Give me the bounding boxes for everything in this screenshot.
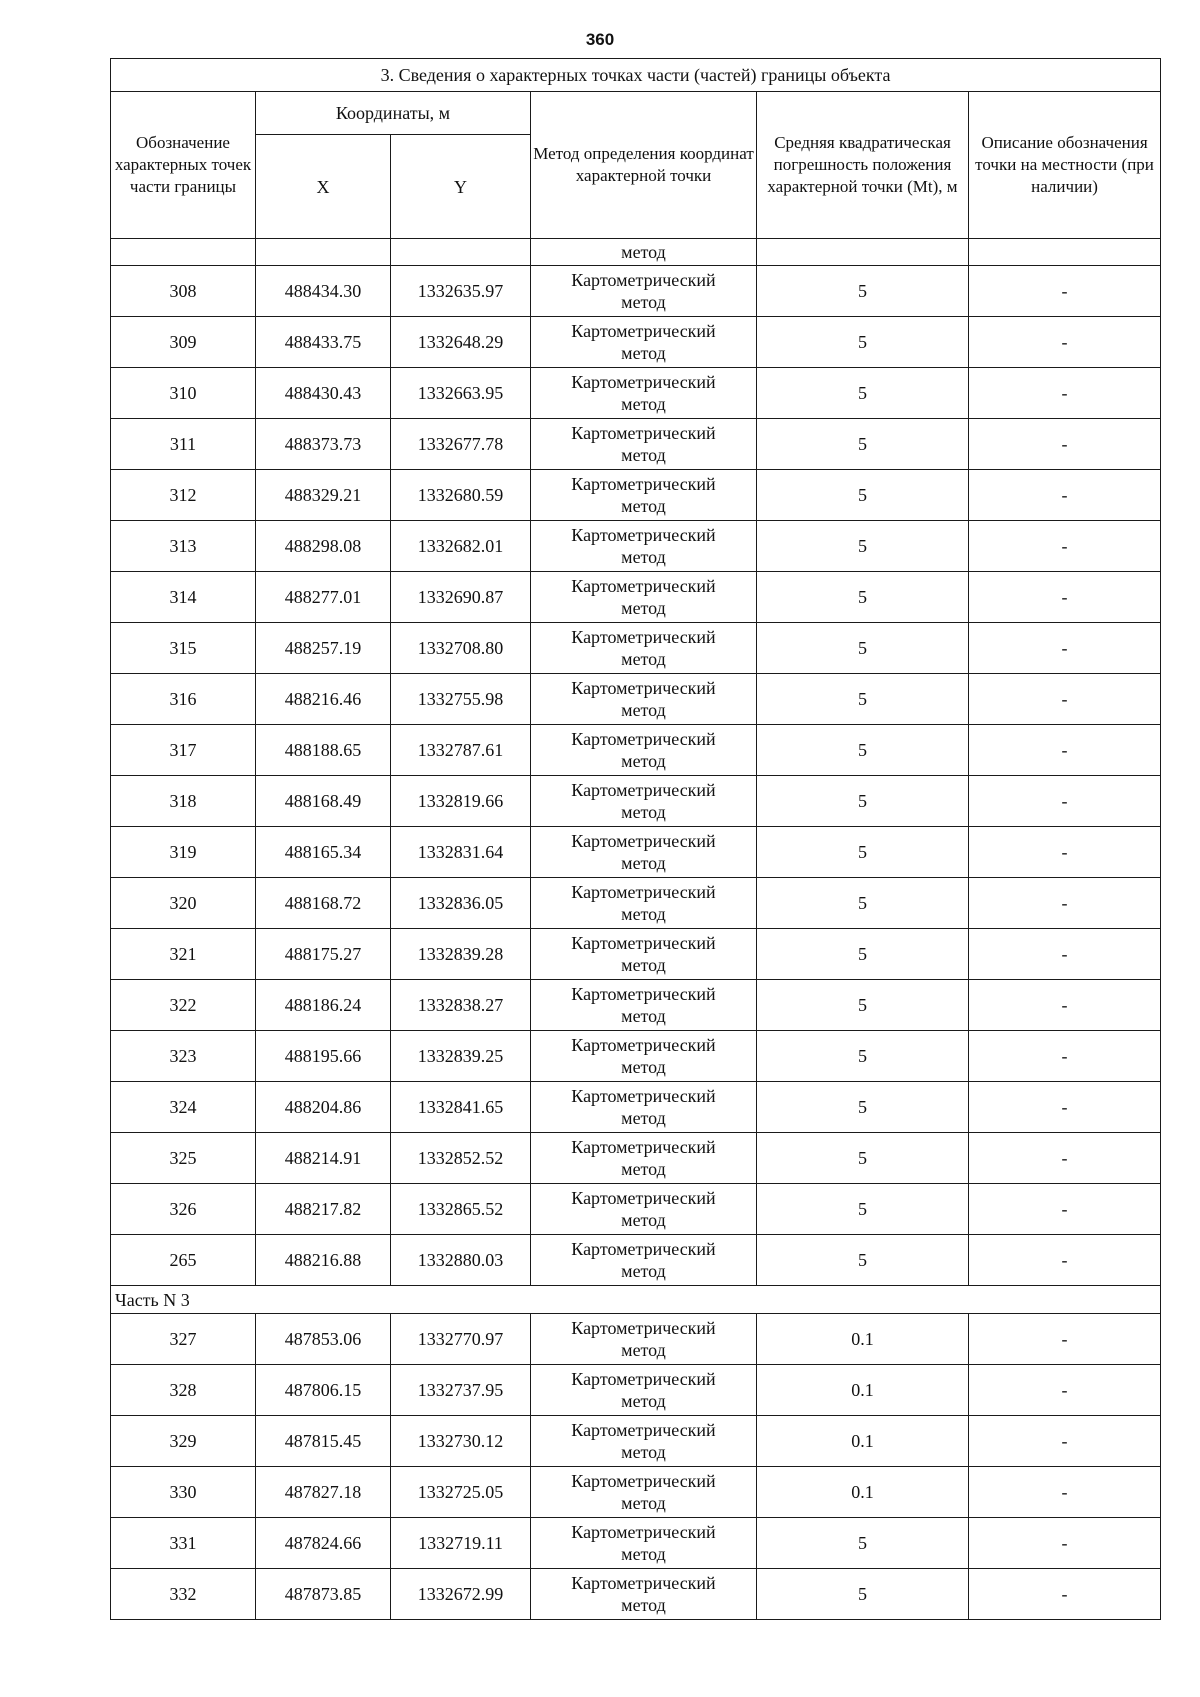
x-coordinate-cell: 488188.65 xyxy=(256,725,391,776)
point-number-cell: 309 xyxy=(111,317,256,368)
method-cell xyxy=(531,419,757,470)
description-cell: - xyxy=(969,1031,1161,1082)
y-coordinate-cell: 1332708.80 xyxy=(391,623,531,674)
description-cell: - xyxy=(969,266,1161,317)
x-coordinate-cell: 487824.66 xyxy=(256,1518,391,1569)
method-cell xyxy=(531,266,757,317)
error-cell: 5 xyxy=(757,1518,969,1569)
header-designation: Обозначение характерных точек части границы xyxy=(111,92,256,239)
method-line-2: метод xyxy=(621,853,666,873)
description-cell: - xyxy=(969,1467,1161,1518)
method-line-1: Картометрический xyxy=(571,933,716,953)
method-cell xyxy=(531,725,757,776)
x-coordinate-cell: 488257.19 xyxy=(256,623,391,674)
method-line-1: Картометрический xyxy=(571,678,716,698)
description-cell: - xyxy=(969,1416,1161,1467)
y-coordinate-cell: 1332690.87 xyxy=(391,572,531,623)
y-coordinate-cell: 1332838.27 xyxy=(391,980,531,1031)
y-coordinate-cell: 1332737.95 xyxy=(391,1365,531,1416)
method-line-2: метод xyxy=(621,1159,666,1179)
method-line-1: Картометрический xyxy=(571,423,716,443)
x-coordinate-cell: 488298.08 xyxy=(256,521,391,572)
method-line-2: метод xyxy=(621,1340,666,1360)
error-cell: 5 xyxy=(757,1031,969,1082)
method-line-2: метод xyxy=(621,649,666,669)
point-number-cell: 323 xyxy=(111,1031,256,1082)
method-line-1: Картометрический xyxy=(571,1573,716,1593)
method-line-1: Картометрический xyxy=(571,729,716,749)
table-row xyxy=(111,317,1161,368)
method-line-1: Картометрический xyxy=(571,321,716,341)
table-row xyxy=(111,1314,1161,1365)
table-row xyxy=(111,776,1161,827)
table-row xyxy=(111,929,1161,980)
method-line-1: Картометрический xyxy=(571,1522,716,1542)
x-coordinate-cell: 487806.15 xyxy=(256,1365,391,1416)
description-cell: - xyxy=(969,1569,1161,1620)
description-cell: - xyxy=(969,1365,1161,1416)
method-cell xyxy=(531,776,757,827)
point-number-cell: 324 xyxy=(111,1082,256,1133)
point-number-cell: 313 xyxy=(111,521,256,572)
y-coordinate-cell: 1332819.66 xyxy=(391,776,531,827)
error-cell: 5 xyxy=(757,368,969,419)
table-row xyxy=(111,623,1161,674)
description-cell: - xyxy=(969,368,1161,419)
table-title: 3. Сведения о характерных точках части (частей) границы объекта xyxy=(111,59,1161,92)
error-cell: 5 xyxy=(757,1082,969,1133)
section-label: Часть N 3 xyxy=(111,1286,1161,1314)
y-coordinate-cell: 1332841.65 xyxy=(391,1082,531,1133)
point-number-cell: 332 xyxy=(111,1569,256,1620)
method-cell xyxy=(531,317,757,368)
method-cell xyxy=(531,470,757,521)
table-row xyxy=(111,1031,1161,1082)
x-coordinate-cell: 488217.82 xyxy=(256,1184,391,1235)
x-coordinate-cell: 488165.34 xyxy=(256,827,391,878)
error-cell: 5 xyxy=(757,1569,969,1620)
x-coordinate-cell: 487827.18 xyxy=(256,1467,391,1518)
error-cell: 5 xyxy=(757,674,969,725)
method-cell xyxy=(531,1314,757,1365)
table-row xyxy=(111,470,1161,521)
table-row xyxy=(111,1518,1161,1569)
boundary-points-table xyxy=(110,58,1161,1620)
method-line-1: Картометрический xyxy=(571,525,716,545)
table-row xyxy=(111,266,1161,317)
method-cell xyxy=(531,521,757,572)
x-coordinate-cell: 487873.85 xyxy=(256,1569,391,1620)
table-row xyxy=(111,725,1161,776)
method-cell xyxy=(531,1569,757,1620)
point-number-cell: 319 xyxy=(111,827,256,878)
method-line-2: метод xyxy=(621,292,666,312)
description-cell: - xyxy=(969,674,1161,725)
table-row xyxy=(111,1133,1161,1184)
method-line-1: Картометрический xyxy=(571,270,716,290)
method-line-2: метод xyxy=(621,394,666,414)
method-line-2: метод xyxy=(621,598,666,618)
table-row xyxy=(111,1082,1161,1133)
point-number-cell: 316 xyxy=(111,674,256,725)
table-row xyxy=(111,980,1161,1031)
header-x: X xyxy=(256,135,391,239)
point-number-cell: 314 xyxy=(111,572,256,623)
point-number-cell: 318 xyxy=(111,776,256,827)
x-coordinate-cell: 488168.72 xyxy=(256,878,391,929)
method-line-2: метод xyxy=(621,1210,666,1230)
table-title-row xyxy=(111,59,1161,92)
method-cell xyxy=(531,623,757,674)
description-cell: - xyxy=(969,980,1161,1031)
method-line-2: метод xyxy=(621,1391,666,1411)
continuation-method-cell: метод xyxy=(531,239,757,266)
y-coordinate-cell: 1332719.11 xyxy=(391,1518,531,1569)
method-line-2: метод xyxy=(621,547,666,567)
error-cell: 5 xyxy=(757,980,969,1031)
method-line-2: метод xyxy=(621,1493,666,1513)
method-line-1: Картометрический xyxy=(571,1318,716,1338)
description-cell: - xyxy=(969,929,1161,980)
x-coordinate-cell: 488329.21 xyxy=(256,470,391,521)
method-line-1: Картометрический xyxy=(571,1086,716,1106)
table-body xyxy=(111,59,1161,1620)
error-cell: 5 xyxy=(757,725,969,776)
description-cell: - xyxy=(969,1133,1161,1184)
method-line-1: Картометрический xyxy=(571,1137,716,1157)
method-cell xyxy=(531,674,757,725)
table-row xyxy=(111,674,1161,725)
method-cell xyxy=(531,1184,757,1235)
method-line-2: метод xyxy=(621,445,666,465)
table-row xyxy=(111,1416,1161,1467)
method-line-2: метод xyxy=(621,751,666,771)
method-line-1: Картометрический xyxy=(571,984,716,1004)
method-line-2: метод xyxy=(621,1108,666,1128)
method-line-2: метод xyxy=(621,496,666,516)
point-number-cell: 325 xyxy=(111,1133,256,1184)
method-line-1: Картометрический xyxy=(571,1239,716,1259)
error-cell: 5 xyxy=(757,419,969,470)
table-row xyxy=(111,1569,1161,1620)
method-line-2: метод xyxy=(621,904,666,924)
continuation-empty-cell xyxy=(111,239,256,266)
method-cell xyxy=(531,929,757,980)
description-cell: - xyxy=(969,470,1161,521)
table-row xyxy=(111,878,1161,929)
error-cell: 5 xyxy=(757,266,969,317)
method-line-1: Картометрический xyxy=(571,627,716,647)
x-coordinate-cell: 488204.86 xyxy=(256,1082,391,1133)
point-number-cell: 326 xyxy=(111,1184,256,1235)
table-row xyxy=(111,1365,1161,1416)
error-cell: 5 xyxy=(757,776,969,827)
error-cell: 5 xyxy=(757,317,969,368)
description-cell: - xyxy=(969,1314,1161,1365)
x-coordinate-cell: 488195.66 xyxy=(256,1031,391,1082)
table-row xyxy=(111,1235,1161,1286)
method-cell xyxy=(531,878,757,929)
method-cell xyxy=(531,1031,757,1082)
method-cell xyxy=(531,827,757,878)
method-cell xyxy=(531,368,757,419)
error-cell: 5 xyxy=(757,929,969,980)
y-coordinate-cell: 1332865.52 xyxy=(391,1184,531,1235)
point-number-cell: 320 xyxy=(111,878,256,929)
table-row xyxy=(111,572,1161,623)
y-coordinate-cell: 1332880.03 xyxy=(391,1235,531,1286)
method-line-2: метод xyxy=(621,1006,666,1026)
method-line-2: метод xyxy=(621,1057,666,1077)
point-number-cell: 317 xyxy=(111,725,256,776)
method-line-1: Картометрический xyxy=(571,780,716,800)
section-row xyxy=(111,1286,1161,1314)
method-line-1: Картометрический xyxy=(571,576,716,596)
header-error: Средняя квадратическая погрешность положения характерной точки (Mt), м xyxy=(757,92,969,239)
continuation-row xyxy=(111,239,1161,266)
table-row xyxy=(111,521,1161,572)
error-cell: 5 xyxy=(757,827,969,878)
y-coordinate-cell: 1332839.28 xyxy=(391,929,531,980)
y-coordinate-cell: 1332836.05 xyxy=(391,878,531,929)
error-cell: 5 xyxy=(757,623,969,674)
method-cell xyxy=(531,572,757,623)
y-coordinate-cell: 1332852.52 xyxy=(391,1133,531,1184)
error-cell: 5 xyxy=(757,470,969,521)
continuation-empty-cell xyxy=(391,239,531,266)
table-row xyxy=(111,827,1161,878)
x-coordinate-cell: 488214.91 xyxy=(256,1133,391,1184)
y-coordinate-cell: 1332677.78 xyxy=(391,419,531,470)
y-coordinate-cell: 1332839.25 xyxy=(391,1031,531,1082)
method-line-2: метод xyxy=(621,955,666,975)
y-coordinate-cell: 1332831.64 xyxy=(391,827,531,878)
y-coordinate-cell: 1332635.97 xyxy=(391,266,531,317)
point-number-cell: 310 xyxy=(111,368,256,419)
error-cell: 5 xyxy=(757,521,969,572)
continuation-empty-cell xyxy=(969,239,1161,266)
method-cell xyxy=(531,1518,757,1569)
description-cell: - xyxy=(969,623,1161,674)
y-coordinate-cell: 1332755.98 xyxy=(391,674,531,725)
point-number-cell: 265 xyxy=(111,1235,256,1286)
x-coordinate-cell: 488430.43 xyxy=(256,368,391,419)
method-cell xyxy=(531,1235,757,1286)
header-y: Y xyxy=(391,135,531,239)
error-cell: 0.1 xyxy=(757,1416,969,1467)
method-line-2: метод xyxy=(621,1442,666,1462)
method-cell xyxy=(531,1467,757,1518)
point-number-cell: 328 xyxy=(111,1365,256,1416)
point-number-cell: 327 xyxy=(111,1314,256,1365)
method-line-1: Картометрический xyxy=(571,1369,716,1389)
method-line-1: Картометрический xyxy=(571,1188,716,1208)
method-line-1: Картометрический xyxy=(571,831,716,851)
y-coordinate-cell: 1332672.99 xyxy=(391,1569,531,1620)
description-cell: - xyxy=(969,776,1161,827)
x-coordinate-cell: 488373.73 xyxy=(256,419,391,470)
x-coordinate-cell: 488433.75 xyxy=(256,317,391,368)
point-number-cell: 329 xyxy=(111,1416,256,1467)
method-line-2: метод xyxy=(621,1544,666,1564)
description-cell: - xyxy=(969,1082,1161,1133)
method-cell xyxy=(531,1365,757,1416)
method-line-1: Картометрический xyxy=(571,1471,716,1491)
description-cell: - xyxy=(969,521,1161,572)
x-coordinate-cell: 487853.06 xyxy=(256,1314,391,1365)
method-line-1: Картометрический xyxy=(571,474,716,494)
y-coordinate-cell: 1332648.29 xyxy=(391,317,531,368)
table-row xyxy=(111,368,1161,419)
description-cell: - xyxy=(969,317,1161,368)
description-cell: - xyxy=(969,725,1161,776)
table-row xyxy=(111,1184,1161,1235)
error-cell: 5 xyxy=(757,1133,969,1184)
description-cell: - xyxy=(969,1235,1161,1286)
error-cell: 5 xyxy=(757,572,969,623)
method-cell xyxy=(531,1133,757,1184)
point-number-cell: 315 xyxy=(111,623,256,674)
method-line-1: Картометрический xyxy=(571,1035,716,1055)
description-cell: - xyxy=(969,1184,1161,1235)
method-cell xyxy=(531,1082,757,1133)
page-number: 360 xyxy=(585,30,615,49)
point-number-cell: 312 xyxy=(111,470,256,521)
continuation-empty-cell xyxy=(757,239,969,266)
y-coordinate-cell: 1332787.61 xyxy=(391,725,531,776)
x-coordinate-cell: 488216.88 xyxy=(256,1235,391,1286)
header-coordinates: Координаты, м xyxy=(256,92,531,135)
y-coordinate-cell: 1332663.95 xyxy=(391,368,531,419)
error-cell: 5 xyxy=(757,1235,969,1286)
header-description: Описание обозначения точки на местности (при наличии) xyxy=(969,92,1161,239)
method-cell xyxy=(531,1416,757,1467)
y-coordinate-cell: 1332680.59 xyxy=(391,470,531,521)
x-coordinate-cell: 488277.01 xyxy=(256,572,391,623)
error-cell: 5 xyxy=(757,1184,969,1235)
method-line-2: метод xyxy=(621,700,666,720)
y-coordinate-cell: 1332730.12 xyxy=(391,1416,531,1467)
point-number-cell: 330 xyxy=(111,1467,256,1518)
continuation-empty-cell xyxy=(256,239,391,266)
y-coordinate-cell: 1332770.97 xyxy=(391,1314,531,1365)
table-row xyxy=(111,419,1161,470)
point-number-cell: 311 xyxy=(111,419,256,470)
method-line-2: метод xyxy=(621,802,666,822)
x-coordinate-cell: 488175.27 xyxy=(256,929,391,980)
method-cell xyxy=(531,980,757,1031)
x-coordinate-cell: 488216.46 xyxy=(256,674,391,725)
description-cell: - xyxy=(969,1518,1161,1569)
description-cell: - xyxy=(969,572,1161,623)
y-coordinate-cell: 1332725.05 xyxy=(391,1467,531,1518)
point-number-cell: 331 xyxy=(111,1518,256,1569)
error-cell: 0.1 xyxy=(757,1365,969,1416)
error-cell: 0.1 xyxy=(757,1314,969,1365)
point-number-cell: 308 xyxy=(111,266,256,317)
description-cell: - xyxy=(969,878,1161,929)
x-coordinate-cell: 487815.45 xyxy=(256,1416,391,1467)
error-cell: 0.1 xyxy=(757,1467,969,1518)
header-row-top xyxy=(111,92,1161,135)
error-cell: 5 xyxy=(757,878,969,929)
y-coordinate-cell: 1332682.01 xyxy=(391,521,531,572)
point-number-cell: 321 xyxy=(111,929,256,980)
method-line-1: Картометрический xyxy=(571,372,716,392)
method-line-1: Картометрический xyxy=(571,1420,716,1440)
x-coordinate-cell: 488168.49 xyxy=(256,776,391,827)
method-line-2: метод xyxy=(621,343,666,363)
x-coordinate-cell: 488434.30 xyxy=(256,266,391,317)
header-method: Метод определения координат характерной точки xyxy=(531,92,757,239)
table-row xyxy=(111,1467,1161,1518)
description-cell: - xyxy=(969,419,1161,470)
description-cell: - xyxy=(969,827,1161,878)
method-line-2: метод xyxy=(621,1261,666,1281)
point-number-cell: 322 xyxy=(111,980,256,1031)
method-line-1: Картометрический xyxy=(571,882,716,902)
method-line-2: метод xyxy=(621,1595,666,1615)
x-coordinate-cell: 488186.24 xyxy=(256,980,391,1031)
